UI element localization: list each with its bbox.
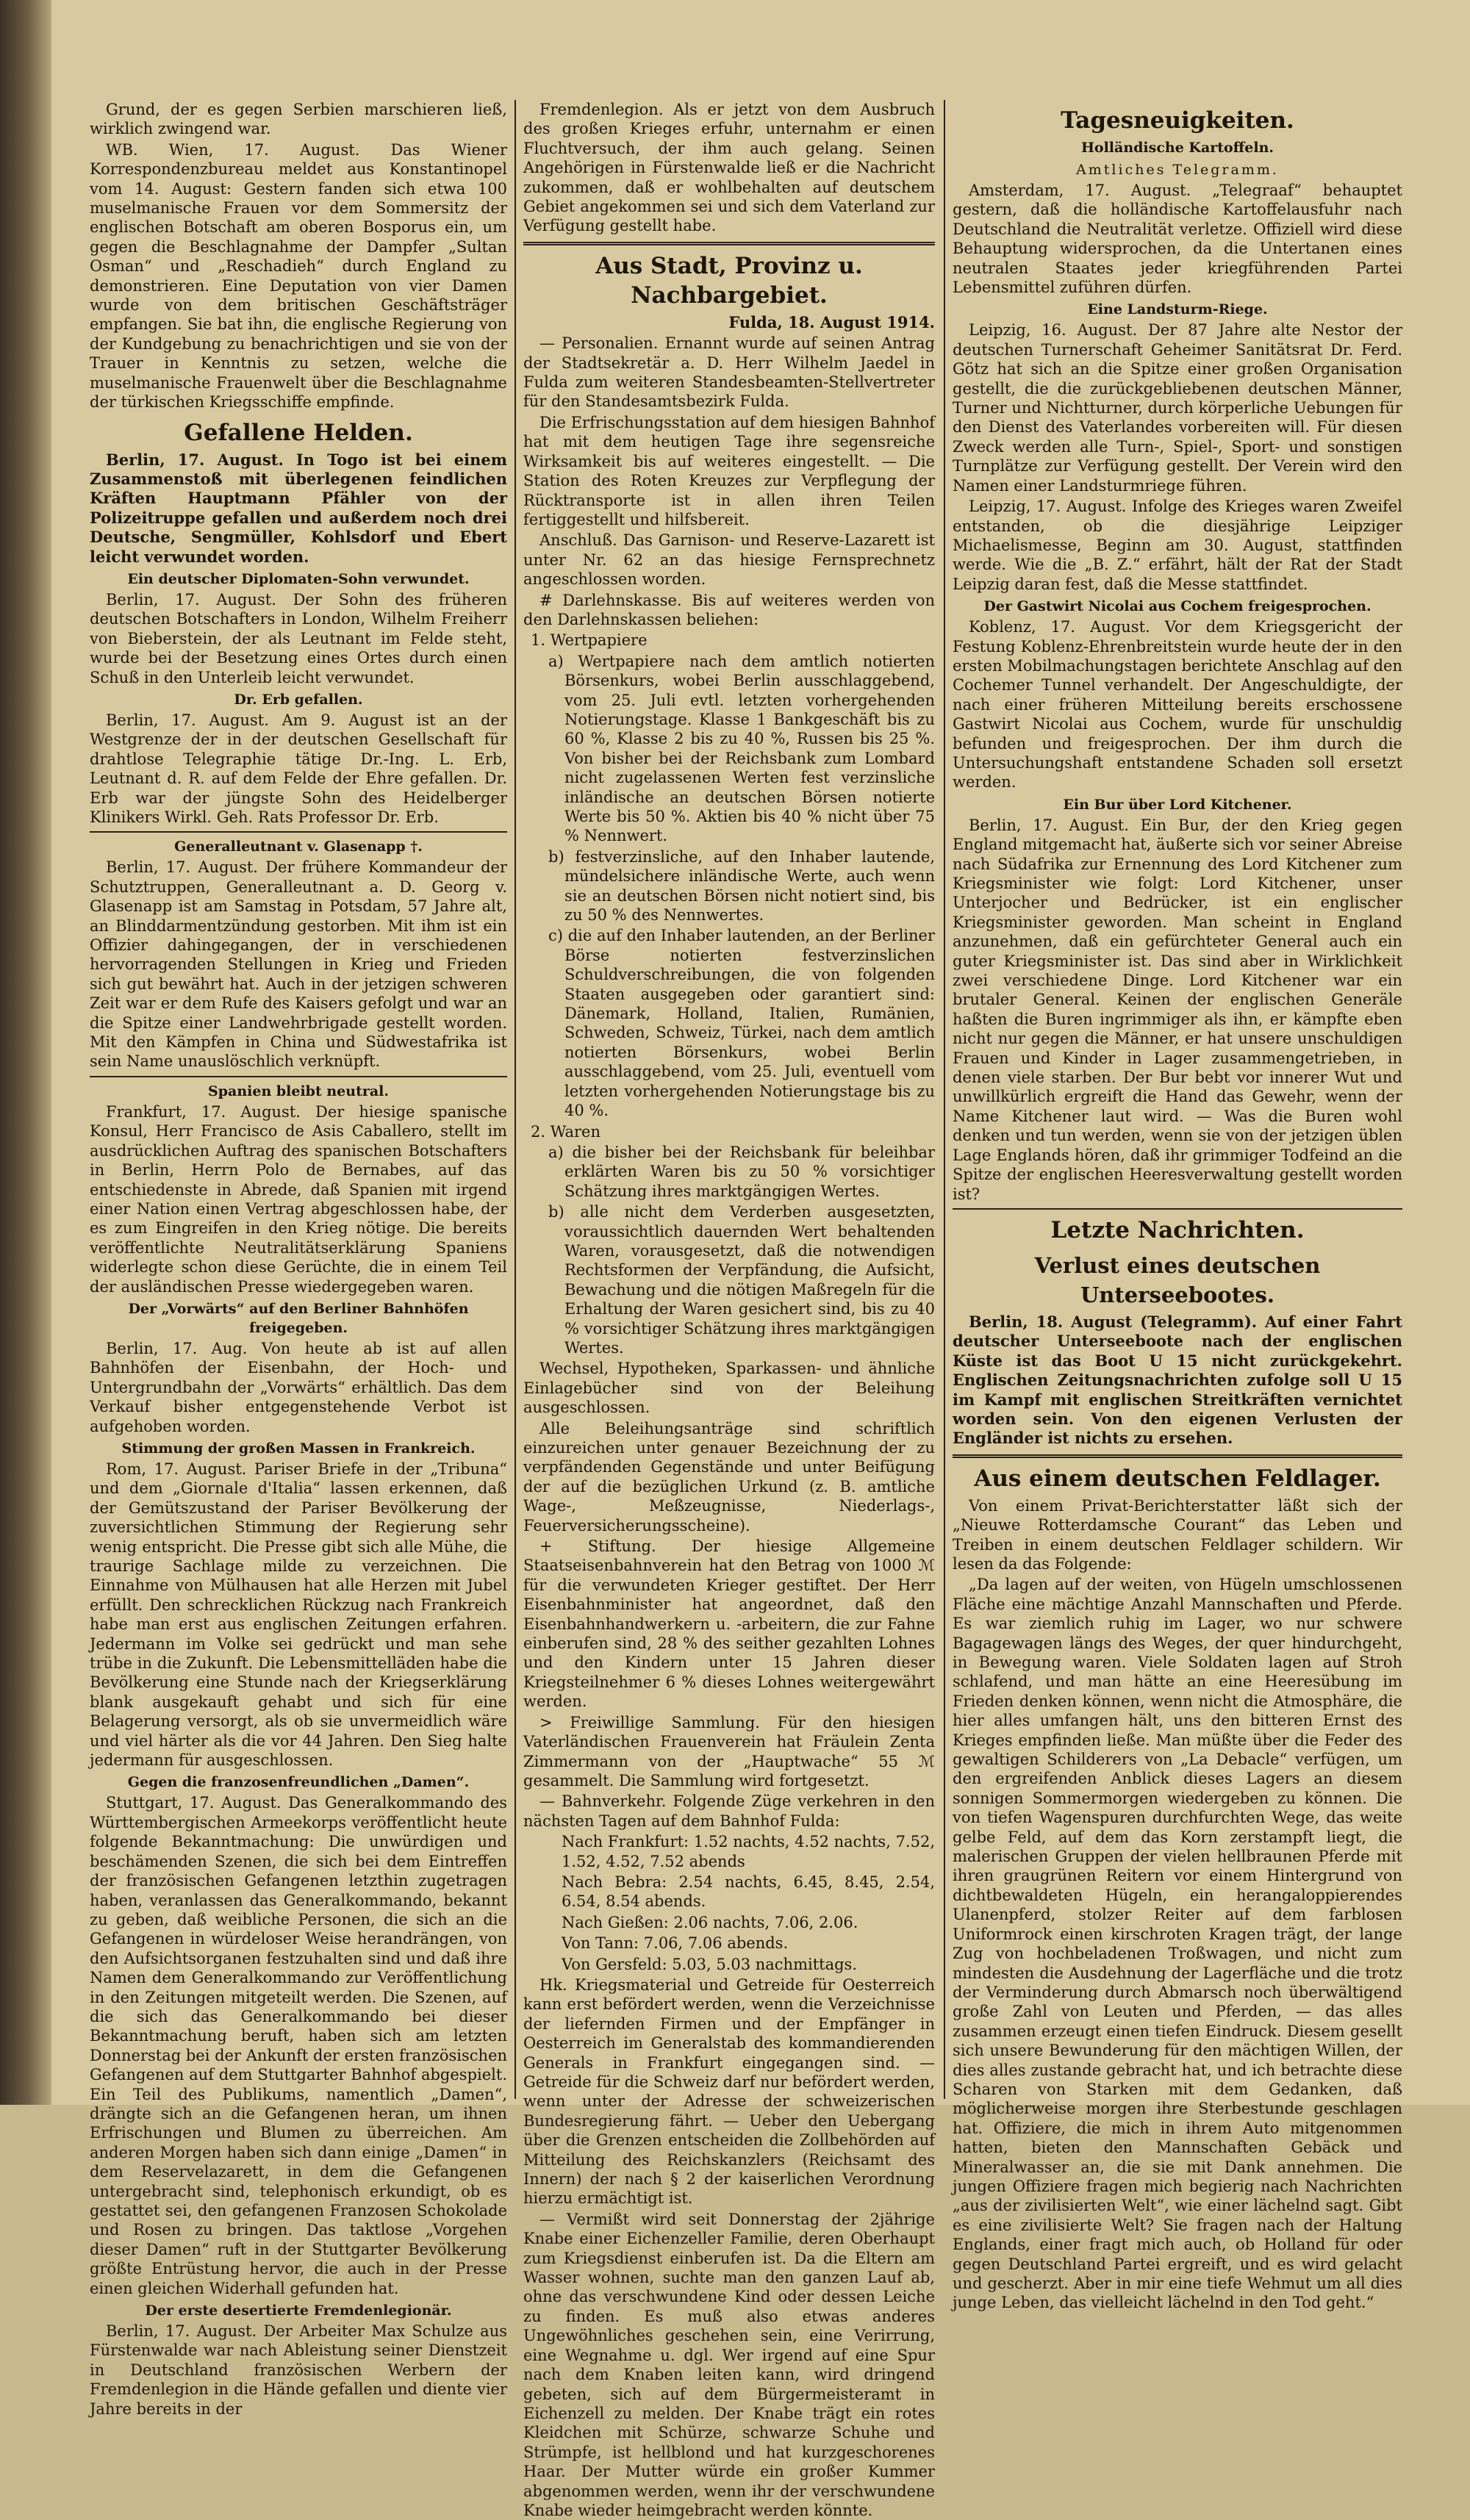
- timetable-line: Von Tann: 7.06, 7.06 abends.: [562, 1934, 789, 1953]
- paragraph: Berlin, 17. August. Ein Bur, der den Krieg gegen England mitgemacht hat, äußerte sich vor seiner Abreise nach Südafrika zur Ernennung des Lord Kitchener zum Kriegsminister wie folgt: Lord Kitchener, unser Unterjocher und Bedrücker, ist ein englischer Kriegsminister geworden. Man scheint in England anzunehmen, daß ein gefürchteter General auch ein guter Kriegsminister ist. Das sind aber in Wirklichkeit zwei verschiedene Dinge. Lord Kitchener war ein brutaler General. Keinen der englischen Generäle haßten die Buren ingrimmiger als ihn, er kämpfte eben nicht nur gegen die Männer, er hat unsere unschuldigen Frauen und Kinder in Lager zusammengetrieben, in denen viele starben. Der Bur bebt vor innerer Wut und unwillkürlich ergreift die Hand das Gewehr, wenn der Name Kitchener laut wird. — Was die Buren wohl denken und tun werden, wenn sie von der jetzigen üblen Lage Englands hören, daß ihr grimmiger Todfeind an die Spitze der englischen Heeresverwaltung gestellt worden ist?: [953, 816, 1402, 1203]
- column-middle: [523, 100, 935, 2519]
- divider: [953, 1454, 1402, 1458]
- subheading: Gegen die franzosenfreundlichen „Damen“.: [127, 1774, 470, 1791]
- paragraph: + Stiftung. Der hiesige Allgemeine Staatseisenbahnverein hat den Betrag von 1000 ℳ für die verwundeten Krieger gestiftet. Der Herr Eisenbahnminister hat angeordnet, daß den Eisenbahnhandwerkern u. -arbeitern, die zur Fahne einberufen sind, 28 % des seither gezahlten Lohnes und den Kindern unter 15 Jahren dieser Kriegsteilnehmer 6 % dieses Lohnes weitergewährt werden.: [523, 1537, 935, 1711]
- list-item: c) die auf den Inhaber lautenden, an der Berliner Börse notierten festverzinslichen Schuldverschreibungen, die von folgenden Staaten ausgegeben oder garantiert sind: Dänemark, Holland, Italien, Rumänien, Schweden, Schweiz, Türkei, nach dem amtlich notierten Börsenkurs, wobei Berlin ausschlaggebend, vom 25. Juli, eventuell vom letzten vorhergehenden Notierungstage bis zu 40 %.: [548, 927, 935, 1120]
- paragraph: Berlin, 17. August. In Togo ist bei einem Zusammenstoß mit überlegenen feindlichen Kräften Hauptmann Pfähler von der Polizeitruppe gefallen und außerdem noch drei Deutsche, Sengmüller, Kohlsdorf und Ebert leicht verwundet worden.: [90, 450, 507, 566]
- headline: Verlust eines deutschen Unterseebootes.: [1034, 1252, 1321, 1307]
- timetable-line: Nach Frankfurt: 1.52 nachts, 4.52 nachts, 7.52, 1.52, 4.52, 7.52 abends: [562, 1833, 935, 1870]
- timetable-line: Nach Bebra: 2.54 nachts, 6.45, 8.45, 2.54, 6.54, 8.54 abends.: [562, 1873, 935, 1911]
- paragraph: Alle Beleihungsanträge sind schriftlich einzureichen unter genauer Bezeichnung der zu verpfändenden Gegenstände und unter Beifügung der auf die bezüglichen Urkund (z. B. amtliche Wage-, Meßzeugnisse, Niederlags-, Feuerversicherungsscheine).: [523, 1419, 935, 1534]
- section-heading: Aus einem deutschen Feldlager.: [974, 1465, 1381, 1492]
- list-item: b) alle nicht dem Verderben ausgesetzten, voraussichtlich dauernden Wert behaltenden Waren, vorausgesetzt, daß die notwendigen Rechtsformen der Verpfändung, die Aufsicht, Bewachung und die nötigen Maßregeln für die Erhaltung der Waren gesichert sind, bis zu 40 % vorsichtiger Schätzung ihres marktgängigen Wertes.: [548, 1203, 935, 1357]
- paragraph: Grund, der es gegen Serbien marschieren ließ, wirklich zwingend war.: [90, 101, 507, 138]
- paragraph: Hk. Kriegsmaterial und Getreide für Oesterreich kann erst befördert werden, wenn die Verzeichnisse der liefernden Firmen und der Empfänger in Oesterreich im Generalstab des kommandierenden Generals in Frankfurt eingegangen sind. — Getreide für die Schweiz darf nur befördert werden, wenn unter der Adresse der schweizerischen Bundesregierung fährt. — Ueber den Uebergang über die Grenzen entscheiden die Zollbehörden auf Mitteilung des Reichskanzlers (Reichsamt des Innern) der nach § 2 der kaiserlichen Verordnung hierzu ermächtigt ist.: [523, 1975, 935, 2208]
- paragraph: Leipzig, 17. August. Infolge des Krieges waren Zweifel entstanden, ob die diesjährige Leipziger Michaelismesse, Beginn am 30. August, stattfinden werde. Wie die „B. Z.“ erfährt, hält der Rat der Stadt Leipzig daran fest, daß die Messe stattfindet.: [953, 498, 1402, 593]
- divider: [523, 242, 935, 245]
- paragraph: Frankfurt, 17. August. Der hiesige spanische Konsul, Herr Francisco de Asis Caballero, stellt im ausdrücklichen Auftrag des spanischen Botschafters in Berlin, Herrn Polo de Bernabes, auf das entschiedenste in Abrede, daß Spanien mit irgend einer Nation einen Vertrag abgeschlossen habe, der es zum Eingreifen in den Krieg nötige. Die bereits veröffentlichte Neutralitätserklärung Spaniens widerlegte schon diese Gerüchte, die in einem Teil der ausländischen Presse wiedergegeben waren.: [90, 1102, 507, 1296]
- paragraph: WB. Wien, 17. August. Das Wiener Korrespondenzbureau meldet aus Konstantinopel vom 14. August: Gestern fanden sich etwa 100 muselmanische Frauen vor dem Sommersitz der englischen Botschaft am oberen Bosporus ein, um gegen die Beschlagnahme der Dampfer „Sultan Osman“ und „Reschadieh“ durch England zu demonstrieren. Eine Deputation von vier Damen wurde von dem britischen Geschäftsträger empfangen. Sie bat ihn, die englische Regierung von der Kundgebung zu benachrichtigen und sie von der Trauer in Kenntnis zu setzen, welche die muselmanische Frauenwelt über die Beschlagnahme der türkischen Kriegsschiffe empfinde.: [90, 140, 507, 412]
- subheading: Eine Landsturm-Riege.: [1087, 301, 1268, 318]
- column-right: [953, 100, 1402, 2312]
- paragraph: — Personalien. Ernannt wurde auf seinen Antrag der Stadtsekretär a. D. Herr Wilhelm Jaedel in Fulda zum weiteren Standesbeamten-Stellvertreter für den Standesamtsbezirk Fulda.: [523, 334, 935, 411]
- column-left: [90, 100, 508, 2418]
- paragraph: Berlin, 17. August. Am 9. August ist an der Westgrenze der in der deutschen Gesellschaft für drahtlose Telegraphie tätige Dr.-Ing. L. Erb, Leutnant d. R. auf dem Felde der Ehre gefallen. Dr. Erb war der jüngste Sohn des Heidelberger Klinikers Wirkl. Geh. Rats Professor Dr. Erb.: [90, 711, 507, 826]
- paragraph: Berlin, 17. August. Der Arbeiter Max Schulze aus Fürstenwalde war nach Ableistung seiner Dienstzeit in Deutschland französischen Werbern der Fremdenlegion in die Hände gefallen und diente vier Jahre bereits in der: [90, 2322, 507, 2418]
- list-item: b) festverzinsliche, auf den Inhaber lautende, mündelsichere inländische Werte, auch wenn sie an deutschen Börsen nicht notiert sind, bis zu 50 % des Nennwertes.: [548, 847, 935, 925]
- section-heading: Tagesneuigkeiten.: [1061, 107, 1294, 134]
- dateline: Fulda, 18. August 1914.: [728, 312, 935, 331]
- paragraph: Die Erfrischungsstation auf dem hiesigen Bahnhof hat mit dem heutigen Tage ihre segensreiche Wirksamkeit bis auf weiteres eingestellt. — Die Station des Roten Kreuzes zur Verpflegung der Rücktransporte ist in allen ihren Teilen fertiggestellt und hilfsbereit.: [523, 413, 935, 528]
- paragraph: Von einem Privat-Berichterstatter läßt sich der „Nieuwe Rotterdamsche Courant“ das Leben und Treiben in einem deutschen Feldlager schildern. Wir lesen da das Folgende:: [953, 1496, 1402, 1573]
- paragraph: Fremdenlegion. Als er jetzt von dem Ausbruch des großen Krieges erfuhr, unternahm er einen Fluchtversuch, der ihm auch gelang. Seinen Angehörigen in Fürstenwalde ließ er die Nachricht zukommen, daß er wohlbehalten auf deutschem Gebiet angekommen sei und sich dem Vaterland zur Verfügung gestellt habe.: [523, 101, 935, 235]
- subheading: Ein Bur über Lord Kitchener.: [1063, 796, 1292, 813]
- binding-edge: [0, 0, 51, 2105]
- subheading: Spanien bleibt neutral.: [208, 1083, 389, 1099]
- divider: [90, 1076, 507, 1077]
- section-heading: Letzte Nachrichten.: [1050, 1216, 1305, 1243]
- paragraph: — Vermißt wird seit Donnerstag der 2jährige Knabe einer Eichenzeller Familie, deren Oberhaupt zum Kriegsdienst einberufen ist. Da die Eltern am Wasser wohnen, suchte man den ganzen Lauf ab, ohne das verschwundene Kind oder dessen Leiche zu finden. Es muß also etwas anderes Ungewöhnliches geschehen sein, eine Verirrung, eine Wegnahme u. dgl. Wer irgend auf eine Spur nach dem Knaben leiten kann, wird dringend gebeten, sich auf dem Bürgermeisteramt in Eichenzell zu melden. Der Knabe trägt ein rotes Kleidchen mit Schürze, schwarze Schuhe und Strümpfe, ist hellblond und hat kurzgeschorenes Haar. Der Mutter würde ein großer Kummer abgenommen werden, wenn ihr der verschwundene Knabe wieder heimgebracht werden könnte.: [523, 2210, 935, 2519]
- subheading: Der erste desertierte Fremdenlegionär.: [145, 2302, 452, 2319]
- subheading: Generalleutnant v. Glasenapp †.: [174, 839, 423, 855]
- paragraph: Rom, 17. August. Pariser Briefe in der „Tribuna“ und dem „Giornale d'Italia“ lassen erkennen, daß der Gemütszustand der Pariser Bevölkerung der zuversichtlichen Stimmung der Regierung sehr wenig entspricht. Die Presse gibt sich alle Mühe, die traurige Sachlage milde zu verzeichnen. Die Einnahme von Mülhausen hat alle Herzen mit Jubel erfüllt. Den schrecklichen Rückzug nach Frankreich habe man erst aus englischen Zeitungen erfahren. Jedermann im Volke sei gedrückt und man sehe trübe in die Zukunft. Die Lebensmittelläden habe die Bevölkerung eine Stunde nach der Kriegserklärung blank ausgekauft gehabt und sich für eine Belagerung versorgt, als ob sie unvermeidlich wäre und viel härter als die vor 44 Jahren. Den Sieg halte jedermann für ausgeschlossen.: [90, 1460, 507, 1770]
- list-item: a) Wertpapiere nach dem amtlich notierten Börsenkurs, wobei Berlin ausschlaggebend, vom 25. Juli evtl. letzten vorhergehenden Notierungstage. Klasse 1 Bankgeschäft bis zu 60 %, Klasse 2 bis zu 40 %, Russen bis 25 %. Von bisher bei der Reichsbank zum Lombard nicht zugelassenen Werten fest verzinsliche inländische an deutschen Börsen notierte Werte bis 50 %. Aktien bis 40 % nicht über 75 % Nennwert.: [548, 652, 935, 845]
- subheading: Der „Vorwärts“ auf den Berliner Bahnhöfen freigegeben.: [128, 1300, 469, 1336]
- paragraph: „Da lagen auf der weiten, von Hügeln umschlossenen Fläche eine mächtige Anzahl Mannschaften und Pferde. Es war ziemlich ruhig im Lager, wo nur schwere Bagagewagen längs des Weges, der quer hindurchgeht, in Bewegung waren. Viele Soldaten lagen auf Stroh schlafend, und man hätte an eine Heeresübung im Frieden denken können, wenn nicht die Atmosphäre, die hier alles umfangen hält, uns den bitteren Ernst des Krieges empfinden ließe. Man müßte über die Feder des gewaltigen Schilderers von „La Debacle“ verfügen, um den ergreifenden Anblick dieses Lagers an diesem sonnigen Sommermorgen wiedergeben zu können. Die von tiefen Wagenspuren durchfurchten Wege, das weite gelbe Feld, auf dem das Korn zerstampft liegt, die malerischen Gruppen der vielen hellbraunen Pferde mit ihren graugrünen Reitern vor einem Hintergrund von dichtbewaldeten Hügeln, ein herangaloppierendes Ulanenpferd, stolzer Reiter auf dem farblosen Uniformrock einen kirschroten Kragen trägt, der lange Zug von hochbeladenen Troßwagen, und nicht zum mindesten die Ausdehnung der Lagerfläche und die trotz der Verminderung durch Abmarsch noch überwältigend große Zahl von Leuten und Pferden, — das alles zusammen erzeugt einen tiefen Eindruck. Diesem gesellt sich unsere Bewunderung für den mächtigen Willen, der dies alles zustande gebracht hat, und ich betrachte diese Scharen von Starken mit dem Gedanken, daß möglicherweise morgen ihre Sterbestunde geschlagen hat. Offiziere, die mich in ihrem Auto mitgenommen hatten, bieten den Mannschaften Gebäck und Mineralwasser an, die sie mit Dank annehmen. Die jungen Offiziere fragen mich begierig nach Nachrichten „aus der zivilisierten Welt“, wie einer lächelnd sagt. Gibt es eine zivilisierte Welt? Sie fragen nach der Haltung Englands, einer fragt mich auch, ob Holland für oder gegen Deutschland Partei ergreift, und es wird gelacht und gescherzt. Aber in mir eine tiefe Wehmut um all dies junge Leben, das vielleicht lächelnd in den Tod geht.“: [953, 1576, 1402, 2312]
- paragraph: > Freiwillige Sammlung. Für den hiesigen Vaterländischen Frauenverein hat Fräulein Zenta Zimmermann von der „Hauptwache“ 55 ℳ gesammelt. Die Sammlung wird fortgesetzt.: [523, 1713, 935, 1790]
- paragraph: Anschluß. Das Garnison- und Reserve-Lazarett ist unter Nr. 62 an das hiesige Fernsprechnetz angeschlossen worden.: [523, 531, 935, 589]
- divider: [90, 831, 507, 833]
- subheading: Amtliches Telegramm.: [1076, 162, 1279, 178]
- paragraph: # Darlehnskasse. Bis auf weiteres werden von den Darlehnskassen beliehen:: [523, 591, 935, 628]
- subheading: Der Gastwirt Nicolai aus Cochem freigesprochen.: [983, 598, 1372, 615]
- subheading: Ein deutscher Diplomaten-Sohn verwundet.: [127, 570, 470, 587]
- paragraph: Stuttgart, 17. August. Das Generalkommando des Württembergischen Armeekorps veröffentlicht heute folgende Bekanntmachung: Die unwürdigen und beschämenden Szenen, die sich bei dem Eintreffen der französischen Gefangenen letzthin zugetragen haben, veranlassen das Generalkommando, bekannt zu geben, daß weibliche Personen, die sich an die Gefangenen in würdeloser Weise herandrängen, von den Aufsichtsorganen festzuhalten sind und daß ihre Namen dem Generalkommando zur Veröffentlichung in den Zeitungen mitgeteilt werden. Die Szenen, auf die sich das Generalkommando bei dieser Bekanntmachung beruft, haben sich am letzten Donnerstag bei der Ankunft der ersten französischen Gefangenen auf dem Stuttgarter Bahnhof abgespielt. Ein Teil des Publikums, namentlich „Damen“, drängte sich an die Gefangenen heran, um ihnen Erfrischungen und Blumen zu überreichen. Am anderen Morgen haben sich dann einige „Damen“ in dem Reservelazarett, in dem die Gefangenen untergebracht sind, telephonisch erkundigt, ob es gestattet sei, den gefangenen Franzosen Schokolade und Rosen zu bringen. Das taktlose „Vorgehen dieser Damen“ ruft in der Stuttgarter Bevölkerung größte Entrüstung hervor, die auch in der Presse einen gleichen Widerhall gefunden hat.: [90, 1794, 508, 2297]
- paragraph: Leipzig, 16. August. Der 87 Jahre alte Nestor der deutschen Turnerschaft Geheimer Sanitätsrat Dr. Ferd. Götz hat sich an die Spitze einer großen Organisation gestellt, die die zurückgebliebenen deutschen Männer, Turner und Nichtturner, durch körperliche Uebungen für den Dienst des Vaterlandes vorbereiten will. Für diesen Zweck werden alle Turn-, Spiel-, Sport- und sonstigen Turnplätze zur Verfügung gestellt. Der Verein wird den Namen einer Landsturmriege führen.: [953, 321, 1402, 495]
- paragraph: — Bahnverkehr. Folgende Züge verkehren in den nächsten Tagen auf dem Bahnhof Fulda:: [523, 1792, 935, 1830]
- list-item: a) die bisher bei der Reichsbank für beleihbar erklärten Waren bis zu 50 % vorsichtiger Schätzung ihres marktgängigen Wertes.: [548, 1143, 935, 1200]
- timetable-line: Nach Gießen: 2.06 nachts, 7.06, 2.06.: [562, 1913, 858, 1931]
- list-item: 1. Wertpapiere: [531, 631, 648, 650]
- paragraph: Amsterdam, 17. August. „Telegraaf“ behauptet gestern, daß die holländische Kartoffelausfuhr nach Deutschland die Neutralität verletze. Offiziell wird diese Behauptung widersprochen, da die Untertanen eines neutralen Staates jeder kriegführenden Partei Lebensmittel zuführen dürfen.: [953, 182, 1402, 297]
- column-rule: [944, 100, 945, 2099]
- divider: [953, 1208, 1402, 1210]
- paragraph: Berlin, 17. August. Der frühere Kommandeur der Schutztruppen, Generalleutnant a. D. Georg v. Glasenapp ist am Samstag in Potsdam, 57 Jahre alt, an Blinddarmentzündung gestorben. Mit ihm ist ein Offizier dahingegangen, der in verschiedenen hervorragenden Stellungen in Krieg und Frieden sich gut bewährt hat. Auch in der jetzigen schweren Zeit war er dem Rufe des Kaisers gefolgt und war an die Spitze einer Landwehrbrigade gestellt worden. Mit den Kämpfen in China und Südwestafrika ist sein Name unauslöschlich verknüpft.: [90, 858, 507, 1071]
- paragraph: Berlin, 18. August (Telegramm). Auf einer Fahrt deutscher Unterseeboote nach der englischen Küste ist das Boot U 15 nicht zurückgekehrt. Englischen Zeitungsnachrichten zufolge soll U 15 im Kampf mit englischen Streitkräften vernichtet worden sein. Von den eigenen Verlusten der Engländer ist nichts zu ersehen.: [953, 1312, 1402, 1448]
- section-heading: Gefallene Helden.: [184, 419, 413, 446]
- paragraph: Berlin, 17. August. Der Sohn des früheren deutschen Botschafters in London, Wilhelm Freiherr von Bieberstein, der als Leutnant im Felde steht, wurde bei der Besetzung eines Ortes durch einen Schuß in den Unterleib leicht verwundet.: [90, 590, 507, 686]
- list-item: 2. Waren: [531, 1122, 600, 1141]
- column-rule: [514, 100, 516, 2099]
- paragraph: Koblenz, 17. August. Vor dem Kriegsgericht der Festung Koblenz-Ehrenbreitstein wurde heute der in den ersten Mobilmachungstagen berichtete Anschlag auf den Cochemer Tunnel verhandelt. Der Angeschuldigte, der nach einer früheren Mitteilung bereits erschossene Gastwirt Nicolai aus Cochem, wurde für unschuldig befunden und freigesprochen. Der ihm durch die Untersuchungshaft entstandene Schaden soll ersetzt werden.: [953, 618, 1402, 791]
- paragraph: Wechsel, Hypotheken, Sparkassen- und ähnliche Einlagebücher sind von der Beleihung ausgeschlossen.: [523, 1360, 935, 1417]
- subheading: Holländische Kartoffeln.: [1080, 140, 1274, 156]
- timetable-line: Von Gersfeld: 5.03, 5.03 nachmittags.: [562, 1955, 858, 1973]
- subheading: Stimmung der großen Massen in Frankreich.: [121, 1440, 476, 1457]
- paragraph: Berlin, 17. Aug. Von heute ab ist auf allen Bahnhöfen der Eisenbahn, der Hoch- und Untergrundbahn der „Vorwärts“ erhältlich. Das dem Verkauf bisher entgegenstehende Verbot ist aufgehoben worden.: [90, 1339, 507, 1435]
- section-heading: Aus Stadt, Provinz u. Nachbargebiet.: [595, 252, 863, 309]
- subheading: Dr. Erb gefallen.: [234, 691, 363, 708]
